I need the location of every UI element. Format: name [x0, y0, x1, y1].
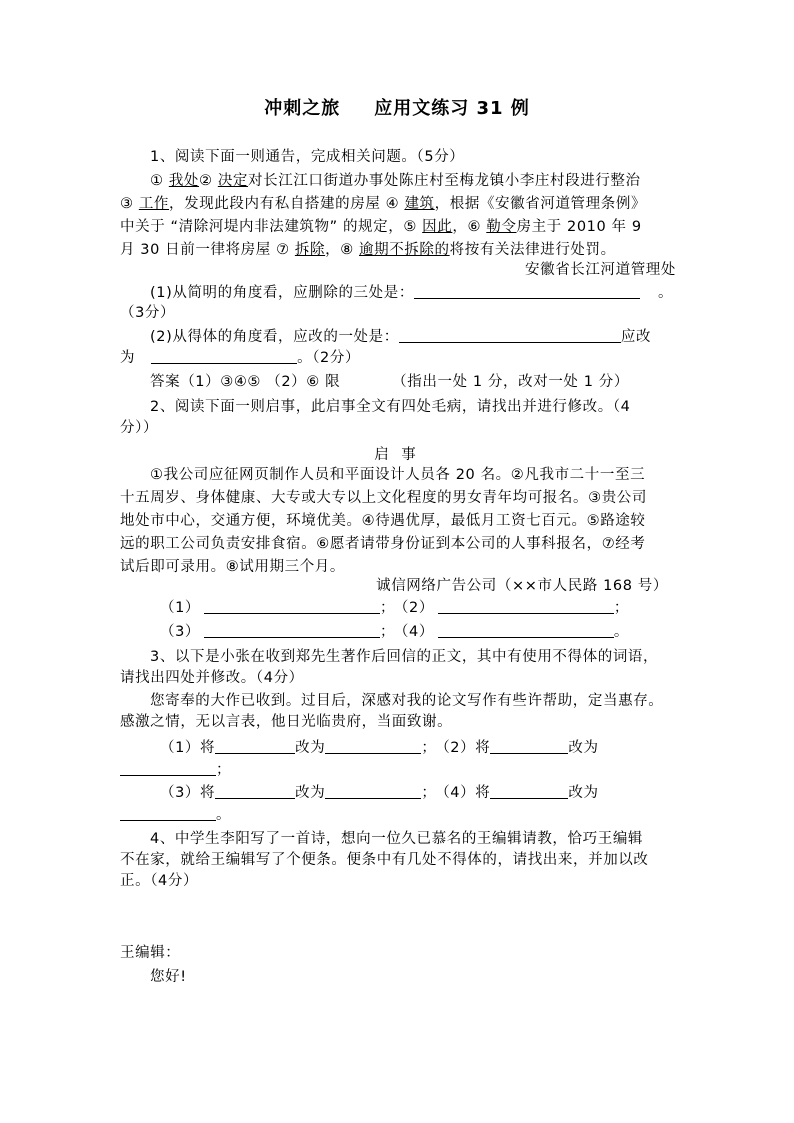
answer-blank[interactable]	[120, 806, 216, 821]
answer-blank[interactable]	[325, 784, 421, 799]
answer-blank[interactable]	[399, 328, 621, 343]
q3-letter-p1: 您寄奉的大作已收到。过目后，深感对我的论文写作有些许帮助，定当惠存。	[150, 693, 664, 709]
answer-blank[interactable]	[151, 349, 297, 364]
answer-blank[interactable]	[215, 739, 295, 754]
answer-blank[interactable]	[204, 623, 380, 638]
q2-notice-p2: 十五周岁、身体健康、大专或大专以上文化程度的男女青年均可报名。③贵公司	[120, 490, 647, 506]
q2-notice-heading: 启 事	[374, 447, 420, 463]
q1-notice-line1: ① 我处② 决定对长江江口街道办事处陈庄村至梅龙镇小李庄村段进行整治	[150, 173, 641, 189]
answer-blank[interactable]	[438, 599, 614, 614]
q1-notice-line4: 月 30 日前一律将房屋 ⑦ 拆除，⑧ 逾期不拆除的将按有关法律进行处罚。	[120, 242, 616, 258]
q1-sub1: (1)从简明的角度看，应删除的三处是： 。	[150, 285, 674, 301]
answer-blank[interactable]	[490, 739, 568, 754]
q4-stem-line1: 4、中学生李阳写了一首诗，想向一位久已慕名的王编辑请教，恰巧王编辑	[150, 831, 644, 847]
answer-blank[interactable]	[215, 784, 295, 799]
q3-stem-line1: 3、以下是小张在收到郑先生著作后回信的正文，其中有使用不得体的词语，	[150, 649, 659, 665]
q2-notice-p1: ①我公司应征网页制作人员和平面设计人员各 20 名。②凡我市二十一至三	[150, 467, 646, 483]
q3-blanks-row1: （1）将 改为 ； （2）将 改为	[160, 740, 599, 756]
q4-note-greeting: 王编辑：	[120, 945, 181, 961]
q1-answer: 答案（1）③④⑤ （2）⑥ 限 （指出一处 1 分，改对一处 1 分）	[150, 374, 629, 390]
q3-blanks-row2: （3）将 改为 ； （4）将 改为	[160, 785, 599, 801]
q3-blanks-row1-cont: ；	[120, 761, 680, 779]
q2-stem-line1: 2、阅读下面一则启事，此启事全文有四处毛病，请找出并进行修改。（4	[150, 399, 631, 415]
q3-stem-line2: 请找出四处并修改。（4分）	[120, 670, 304, 686]
q1-notice-line2: ③ 工作，发现此段内有私自搭建的房屋 ④ 建筑，根据《安徽省河道管理条例》	[120, 196, 647, 212]
q4-stem-line2: 不在家，就给王编辑写了个便条。便条中有几处不得体的，请找出来，并加以改	[120, 852, 649, 868]
q4-stem-line3: 正。（4分）	[120, 873, 199, 889]
q1-sub1-score: （3分）	[120, 305, 176, 321]
title-part2: 应用文练习 31 例	[374, 98, 530, 119]
q1-sub2-cont: 为 。（2分）	[120, 350, 361, 366]
answer-blank[interactable]	[414, 284, 640, 299]
q1-sub2: (2)从得体的角度看，应改的一处是： 应改	[150, 329, 652, 345]
answer-blank[interactable]	[120, 761, 216, 776]
answer-blank[interactable]	[438, 623, 614, 638]
q2-signature: 诚信网络广告公司（××市人民路 168 号）	[376, 578, 668, 594]
q2-notice-p3: 地处市中心，交通方便，环境优美。④待遇优厚，最低月工资七百元。⑤路途较	[120, 513, 646, 529]
q2-notice-p4: 远的职工公司负责安排食宿。⑥愿者请带身份证到本公司的人事科报名，⑦经考	[120, 536, 646, 552]
q3-blanks-row2-cont: 。	[120, 806, 680, 824]
q2-stem-line2: 分））	[120, 420, 159, 436]
q1-signature: 安徽省长江河道管理处	[525, 262, 676, 278]
q2-blanks-row2: （3） ； （4） 。	[160, 624, 630, 640]
q2-notice-p5: 试后即可录用。⑧试用期三个月。	[120, 559, 345, 575]
page-title	[0, 94, 794, 120]
answer-blank[interactable]	[325, 739, 421, 754]
answer-blank[interactable]	[490, 784, 568, 799]
title-part1: 冲刺之旅	[264, 98, 341, 119]
answer-blank[interactable]	[204, 599, 380, 614]
q1-notice-line3: 中关于 “清除河堤内非法建筑物” 的规定，⑤ 因此，⑥ 勒令房主于 2010 年 9	[120, 219, 642, 235]
q2-blanks-row1: （1） ； （2） ；	[160, 600, 630, 616]
q3-letter-p2: 感激之情，无以言表，他日光临贵府，当面致谢。	[120, 714, 453, 730]
q1-stem: 1、阅读下面一则通告，完成相关问题。（5分）	[150, 149, 465, 165]
q4-note-hello: 您好!	[150, 969, 187, 985]
